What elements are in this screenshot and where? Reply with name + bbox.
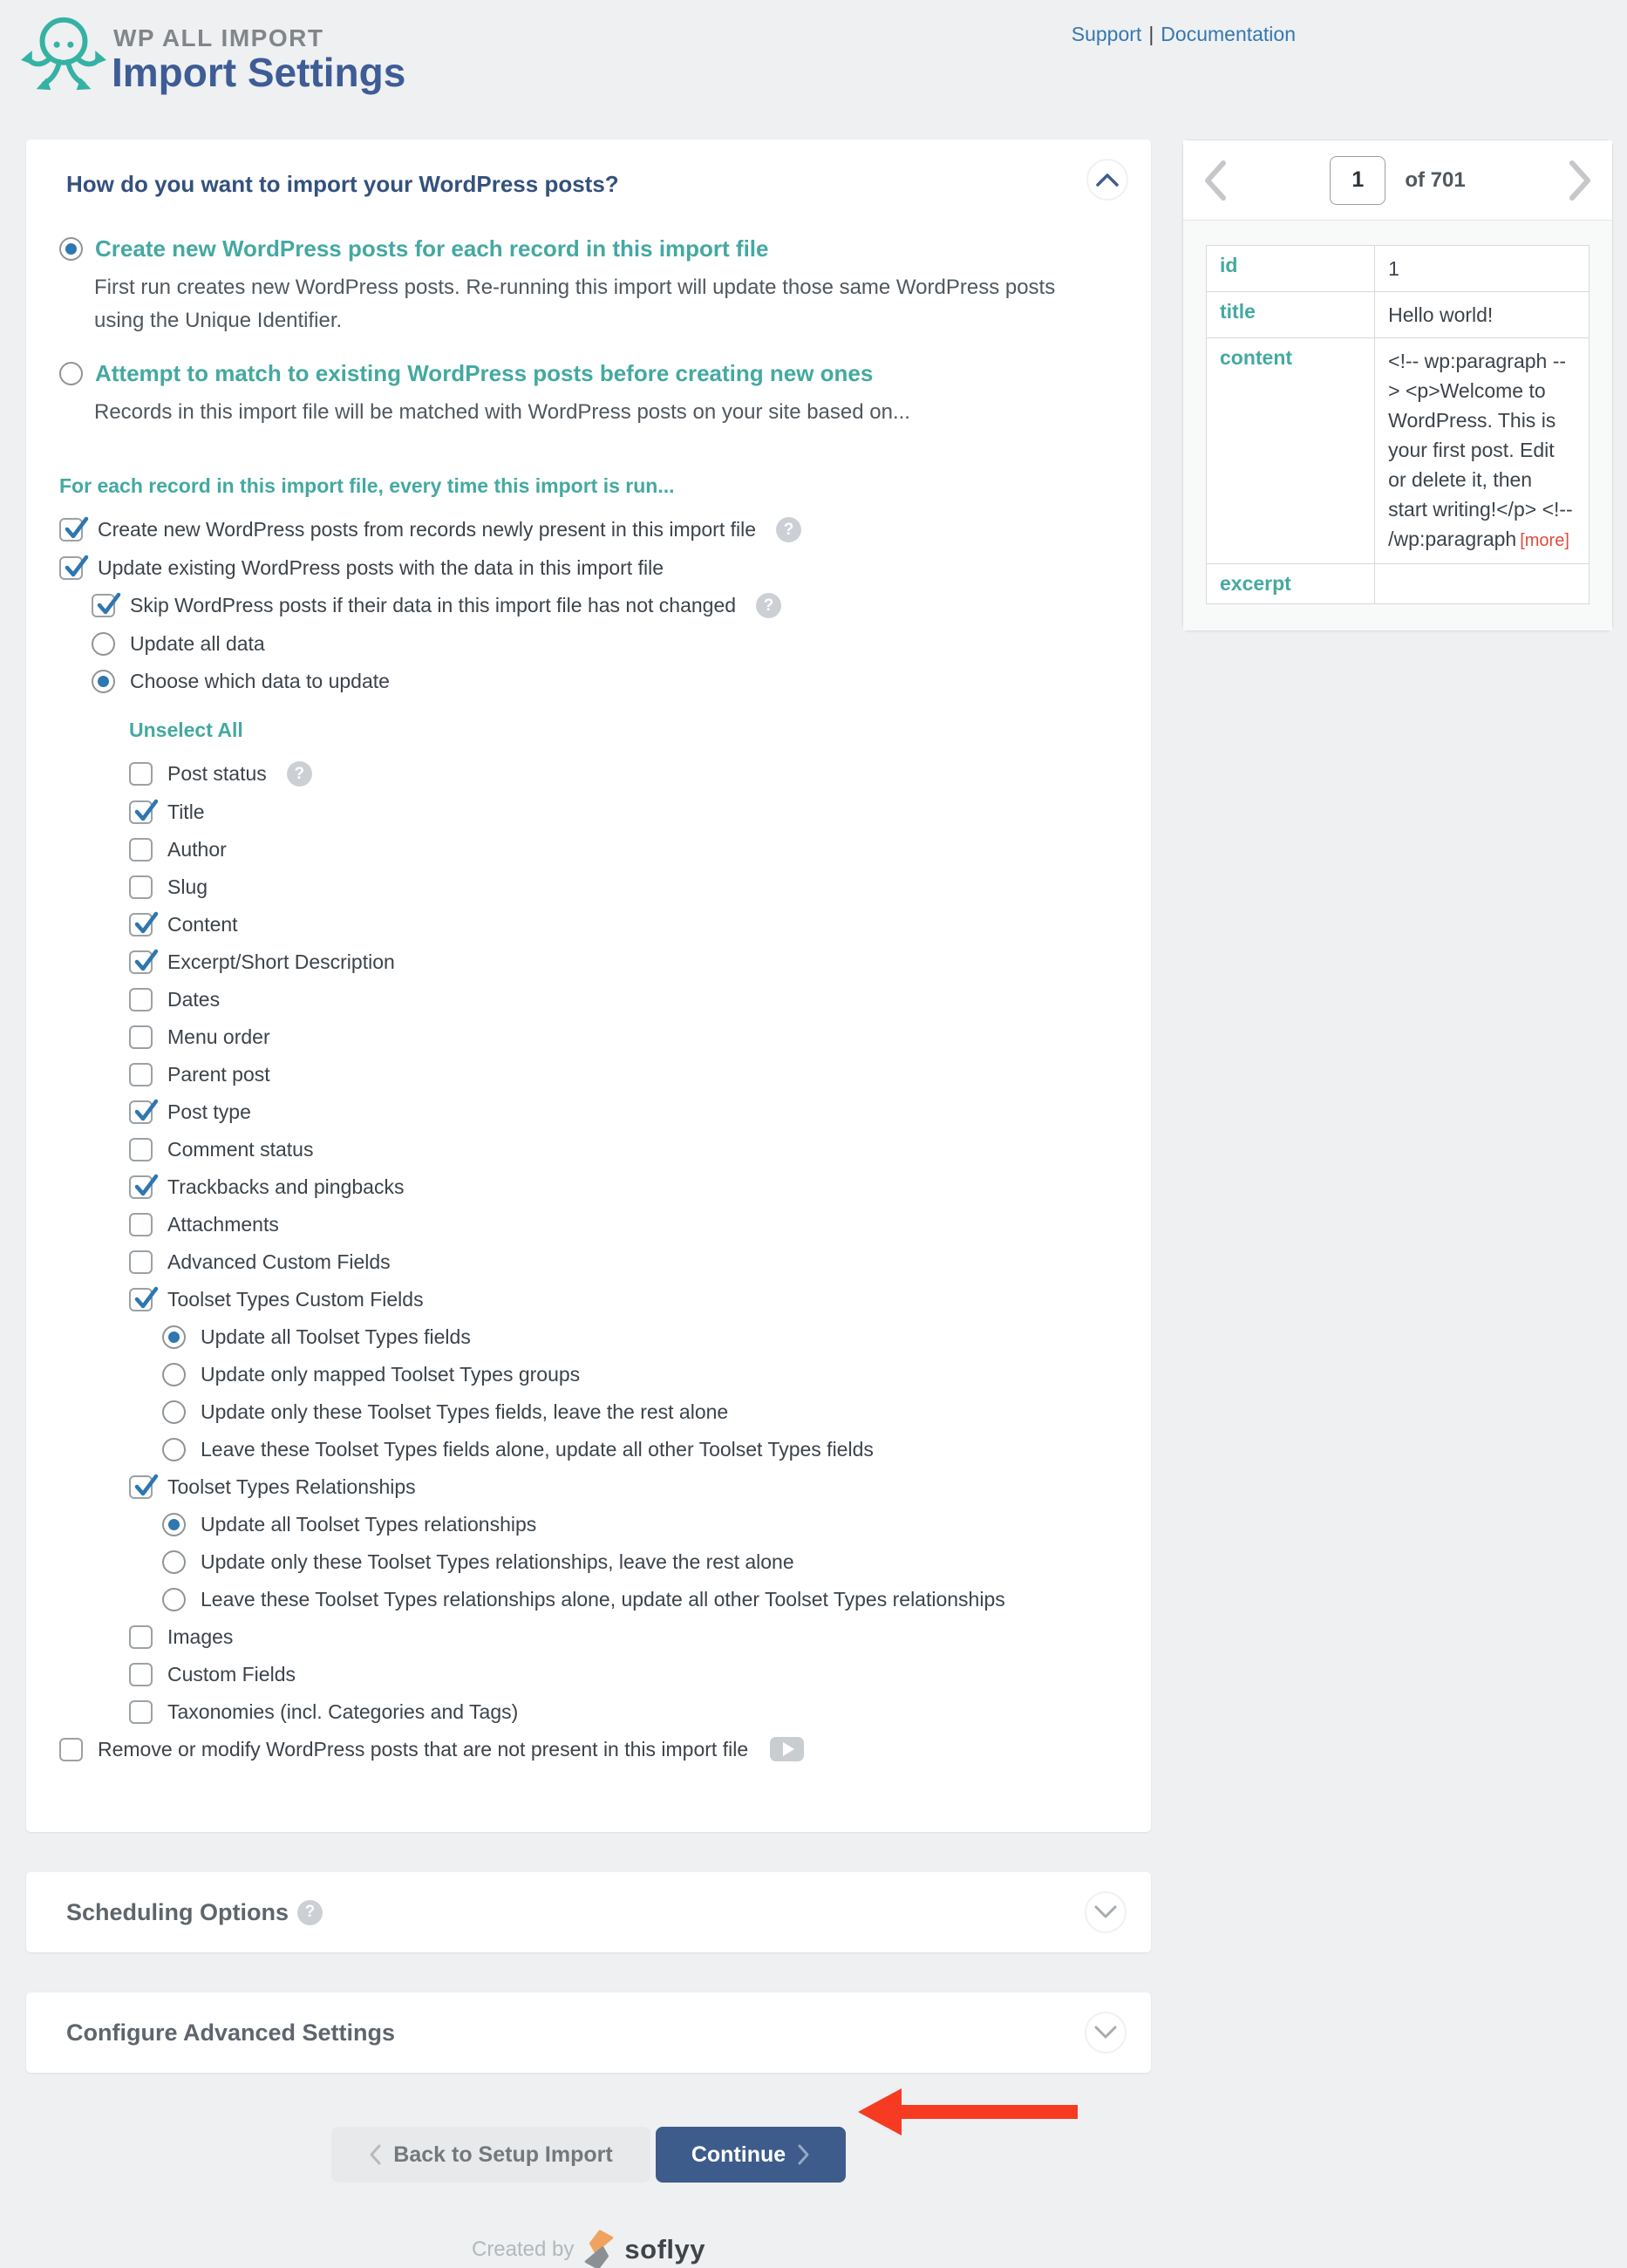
record-field-row bbox=[1207, 338, 1590, 564]
option-label[interactable]: Skip WordPress posts if their data in this import file has not changed bbox=[130, 594, 737, 616]
expand-advanced-button[interactable] bbox=[1085, 2012, 1127, 2053]
option-label[interactable]: Attachments bbox=[167, 1212, 279, 1236]
radio-unchecked[interactable] bbox=[162, 1550, 186, 1574]
video-play-button[interactable] bbox=[770, 1737, 804, 1761]
help-icon[interactable] bbox=[287, 761, 312, 787]
checkbox-row bbox=[129, 761, 1111, 787]
radio-unchecked[interactable] bbox=[162, 1588, 186, 1611]
checkbox-row bbox=[129, 1287, 1111, 1311]
field-value-text: 1 bbox=[1388, 257, 1399, 280]
support-link[interactable]: Support bbox=[1071, 23, 1142, 45]
checkbox-row bbox=[59, 517, 1111, 542]
checkbox-checked[interactable] bbox=[59, 518, 83, 541]
checkbox-row bbox=[92, 593, 1111, 618]
record-fields-table bbox=[1206, 245, 1590, 604]
checkmark-icon bbox=[130, 909, 159, 937]
checkbox-checked[interactable] bbox=[59, 556, 83, 580]
option-label[interactable]: Create new WordPress posts for each record in this import file bbox=[95, 235, 769, 262]
radio-checked[interactable] bbox=[162, 1513, 186, 1536]
checkbox-row bbox=[129, 987, 1111, 1011]
checkbox-unchecked[interactable] bbox=[129, 762, 153, 786]
advanced-settings-section[interactable] bbox=[26, 1992, 1151, 2073]
field-value bbox=[1375, 338, 1590, 564]
radio-row bbox=[162, 1587, 1111, 1611]
checkbox-unchecked[interactable] bbox=[129, 1025, 153, 1049]
update-options-list bbox=[59, 517, 1111, 1761]
record-count-label: of 701 bbox=[1405, 167, 1466, 192]
record-field-row bbox=[1207, 246, 1590, 292]
checkbox-row bbox=[129, 1062, 1111, 1086]
checkbox-checked[interactable] bbox=[129, 913, 153, 936]
checkbox-row bbox=[129, 800, 1111, 824]
chevron-right-icon bbox=[1569, 160, 1593, 201]
option-label[interactable]: Parent post bbox=[167, 1062, 270, 1086]
page-title: Import Settings bbox=[112, 50, 406, 95]
soflyy-logo-icon bbox=[584, 2231, 614, 2268]
documentation-link[interactable]: Documentation bbox=[1161, 23, 1296, 45]
wp-all-import-octopus-logo-icon bbox=[21, 10, 106, 96]
checkmark-icon bbox=[130, 1171, 159, 1200]
import-settings-panel bbox=[26, 140, 1151, 1832]
previous-record-button[interactable] bbox=[1202, 160, 1227, 201]
radio-unchecked[interactable] bbox=[162, 1363, 186, 1386]
option-label[interactable]: Create new WordPress posts from records newly present in this import file bbox=[98, 518, 757, 541]
option-label[interactable]: Advanced Custom Fields bbox=[167, 1250, 391, 1273]
checkbox-unchecked[interactable] bbox=[129, 1625, 153, 1649]
radio-row bbox=[162, 1400, 1111, 1424]
radio-unchecked[interactable] bbox=[59, 362, 83, 385]
checkbox-checked[interactable] bbox=[129, 950, 153, 974]
chevron-left-icon bbox=[369, 2144, 381, 2165]
checkbox-unchecked[interactable] bbox=[129, 838, 153, 862]
red-annotation-arrow bbox=[858, 2084, 1079, 2140]
unselect-all-link[interactable]: Unselect All bbox=[129, 718, 243, 741]
continue-button[interactable]: Continue bbox=[656, 2127, 846, 2183]
option-label[interactable]: Comment status bbox=[167, 1137, 314, 1161]
checkmark-icon bbox=[130, 1471, 159, 1500]
checkbox-checked[interactable] bbox=[129, 1288, 153, 1311]
option-label[interactable]: Post type bbox=[167, 1100, 251, 1123]
record-field-row bbox=[1207, 564, 1590, 604]
expand-scheduling-button[interactable] bbox=[1085, 1891, 1127, 1933]
option-label[interactable]: Post status bbox=[167, 762, 267, 785]
checkbox-row bbox=[129, 875, 1111, 899]
option-label[interactable]: Update only these Toolset Types fields, leave the rest alone bbox=[201, 1400, 729, 1423]
option-label[interactable]: Leave these Toolset Types relationships alone, update all other Toolset Types relationships bbox=[201, 1587, 1005, 1611]
radio-unchecked[interactable] bbox=[162, 1400, 186, 1424]
checkbox-row bbox=[129, 1212, 1111, 1236]
option-label[interactable]: Update existing WordPress posts with the data in this import file bbox=[98, 555, 664, 579]
created-by-label: Created by bbox=[471, 2237, 575, 2261]
field-name: content bbox=[1207, 338, 1375, 564]
option-description: First run creates new WordPress posts. Re-running this import will update those same WordPress posts using the Unique Identifier. bbox=[94, 276, 1056, 332]
field-name: title bbox=[1207, 292, 1375, 338]
radio-row bbox=[162, 1437, 1111, 1461]
next-record-button[interactable] bbox=[1569, 160, 1593, 201]
radio-row bbox=[162, 1362, 1111, 1386]
checkbox-unchecked[interactable] bbox=[129, 1250, 153, 1274]
import-mode-option-match bbox=[59, 360, 1111, 429]
radio-unchecked[interactable] bbox=[162, 1438, 186, 1461]
checkbox-unchecked[interactable] bbox=[59, 1738, 83, 1761]
checkbox-row bbox=[129, 1662, 1111, 1686]
checkbox-row bbox=[129, 1475, 1111, 1499]
option-label[interactable]: Content bbox=[167, 912, 238, 936]
field-name: id bbox=[1207, 246, 1375, 292]
option-label[interactable]: Choose which data to update bbox=[130, 669, 390, 692]
section-title: Scheduling Options bbox=[66, 1898, 289, 1925]
checkbox-row bbox=[129, 1250, 1111, 1274]
option-label[interactable]: Attempt to match to existing WordPress posts before creating new ones bbox=[95, 360, 874, 386]
main-column bbox=[26, 140, 1151, 2268]
help-icon[interactable] bbox=[297, 1900, 323, 1925]
collapse-panel-button[interactable] bbox=[1086, 159, 1128, 201]
chevron-right-icon bbox=[798, 2144, 810, 2165]
field-name: excerpt bbox=[1207, 564, 1375, 604]
checkbox-row bbox=[129, 1624, 1111, 1649]
checkbox-row bbox=[129, 1175, 1111, 1199]
checkbox-unchecked[interactable] bbox=[129, 1700, 153, 1724]
option-label[interactable]: Update only these Toolset Types relationships, leave the rest alone bbox=[201, 1549, 794, 1573]
chevron-left-icon bbox=[1202, 160, 1227, 201]
option-label[interactable]: Dates bbox=[167, 987, 221, 1011]
back-to-setup-import-button[interactable]: Back to Setup Import bbox=[331, 2127, 650, 2183]
radio-row bbox=[92, 631, 1111, 656]
field-value bbox=[1375, 564, 1590, 604]
checkbox-row bbox=[59, 555, 1111, 580]
link-separator: | bbox=[1148, 23, 1154, 45]
checkbox-unchecked[interactable] bbox=[129, 875, 153, 899]
option-label[interactable]: Custom Fields bbox=[167, 1662, 296, 1686]
option-label[interactable]: Update all Toolset Types relationships bbox=[201, 1512, 537, 1536]
record-field-row bbox=[1207, 292, 1590, 338]
unselect-all-row bbox=[129, 718, 1111, 742]
radio-checked[interactable] bbox=[59, 237, 83, 261]
field-value-text: <!-- wp:paragraph --> <p>Welcome to WordPress. This is your first post. Edit or delete it, then start writing!</p> <!-- /wp:paragraph bbox=[1388, 350, 1573, 550]
record-pager bbox=[1183, 140, 1612, 221]
radio-row bbox=[162, 1549, 1111, 1574]
checkbox-checked[interactable] bbox=[129, 1175, 153, 1199]
checkmark-icon bbox=[130, 1284, 159, 1312]
checkbox-unchecked[interactable] bbox=[129, 1063, 153, 1086]
field-value bbox=[1375, 246, 1590, 292]
chevron-down-icon bbox=[1094, 1905, 1117, 1919]
created-by-footer bbox=[26, 2231, 1151, 2268]
help-icon[interactable] bbox=[776, 517, 801, 542]
checkbox-unchecked[interactable] bbox=[129, 1138, 153, 1161]
checkbox-checked[interactable] bbox=[129, 1475, 153, 1499]
checkbox-row bbox=[129, 837, 1111, 862]
checkmark-icon bbox=[92, 589, 121, 618]
option-label[interactable]: Excerpt/Short Description bbox=[167, 950, 395, 973]
option-label[interactable]: Update all Toolset Types fields bbox=[201, 1325, 471, 1348]
option-label[interactable]: Author bbox=[167, 837, 227, 861]
checkbox-row bbox=[129, 1100, 1111, 1124]
brand-name: WP ALL IMPORT bbox=[113, 24, 324, 51]
option-label[interactable]: Leave these Toolset Types fields alone, update all other Toolset Types fields bbox=[201, 1437, 874, 1461]
option-label[interactable]: Toolset Types Custom Fields bbox=[167, 1287, 424, 1311]
field-value-text: Hello world! bbox=[1388, 303, 1494, 326]
scheduling-options-section[interactable] bbox=[26, 1872, 1151, 1952]
option-label[interactable]: Slug bbox=[167, 875, 208, 898]
checkmark-icon bbox=[130, 1096, 159, 1125]
radio-unchecked[interactable] bbox=[92, 632, 115, 656]
option-label[interactable]: Images bbox=[167, 1624, 234, 1648]
radio-checked[interactable] bbox=[92, 670, 115, 693]
radio-row bbox=[162, 1325, 1111, 1349]
checkbox-row bbox=[129, 1137, 1111, 1161]
checkbox-row bbox=[129, 1699, 1111, 1724]
option-label[interactable]: Taxonomies (incl. Categories and Tags) bbox=[167, 1699, 519, 1723]
radio-row bbox=[162, 1512, 1111, 1536]
checkbox-checked[interactable] bbox=[129, 800, 153, 824]
header-links bbox=[1072, 23, 1296, 46]
option-label[interactable]: Remove or modify WordPress posts that are not present in this import file bbox=[98, 1737, 749, 1761]
checkbox-unchecked[interactable] bbox=[129, 988, 153, 1011]
section-title: Configure Advanced Settings bbox=[66, 2019, 396, 2046]
checkbox-unchecked[interactable] bbox=[129, 1663, 153, 1686]
checkbox-checked[interactable] bbox=[129, 1100, 153, 1124]
checkbox-unchecked[interactable] bbox=[129, 1213, 153, 1236]
chevron-up-icon bbox=[1096, 173, 1119, 187]
checkmark-icon bbox=[130, 946, 159, 975]
chevron-down-icon bbox=[1094, 2026, 1117, 2040]
run-options-heading: For each record in this import file, every time this import is run... bbox=[59, 474, 675, 497]
checkmark-icon bbox=[60, 514, 89, 542]
record-preview-body bbox=[1183, 221, 1612, 630]
record-preview-sidebar bbox=[1182, 140, 1613, 631]
option-label[interactable]: Menu order bbox=[167, 1025, 270, 1048]
option-label[interactable]: Update all data bbox=[130, 631, 265, 655]
checkmark-icon bbox=[60, 552, 89, 581]
checkmark-icon bbox=[130, 796, 159, 825]
checkbox-row bbox=[129, 912, 1111, 936]
option-label[interactable]: Toolset Types Relationships bbox=[167, 1475, 416, 1498]
checkbox-checked[interactable] bbox=[92, 594, 115, 617]
checkbox-row bbox=[129, 950, 1111, 974]
checkbox-row bbox=[59, 1737, 1111, 1761]
field-value bbox=[1375, 292, 1590, 338]
option-description: Records in this import file will be matched with WordPress posts on your site based on... bbox=[94, 400, 910, 424]
import-mode-option-new bbox=[59, 235, 1111, 337]
help-icon[interactable] bbox=[756, 593, 781, 618]
soflyy-wordmark: soflyy bbox=[624, 2234, 705, 2265]
checkbox-row bbox=[129, 1025, 1111, 1049]
radio-row bbox=[92, 669, 1111, 693]
record-page-input[interactable] bbox=[1330, 156, 1385, 205]
option-label[interactable]: Title bbox=[167, 800, 205, 823]
radio-checked[interactable] bbox=[162, 1325, 186, 1349]
option-label[interactable]: Trackbacks and pingbacks bbox=[167, 1175, 405, 1198]
panel-heading: How do you want to import your WordPress posts? bbox=[66, 171, 619, 197]
more-link[interactable]: [more] bbox=[1520, 531, 1569, 550]
option-label[interactable]: Update only mapped Toolset Types groups bbox=[201, 1362, 581, 1386]
